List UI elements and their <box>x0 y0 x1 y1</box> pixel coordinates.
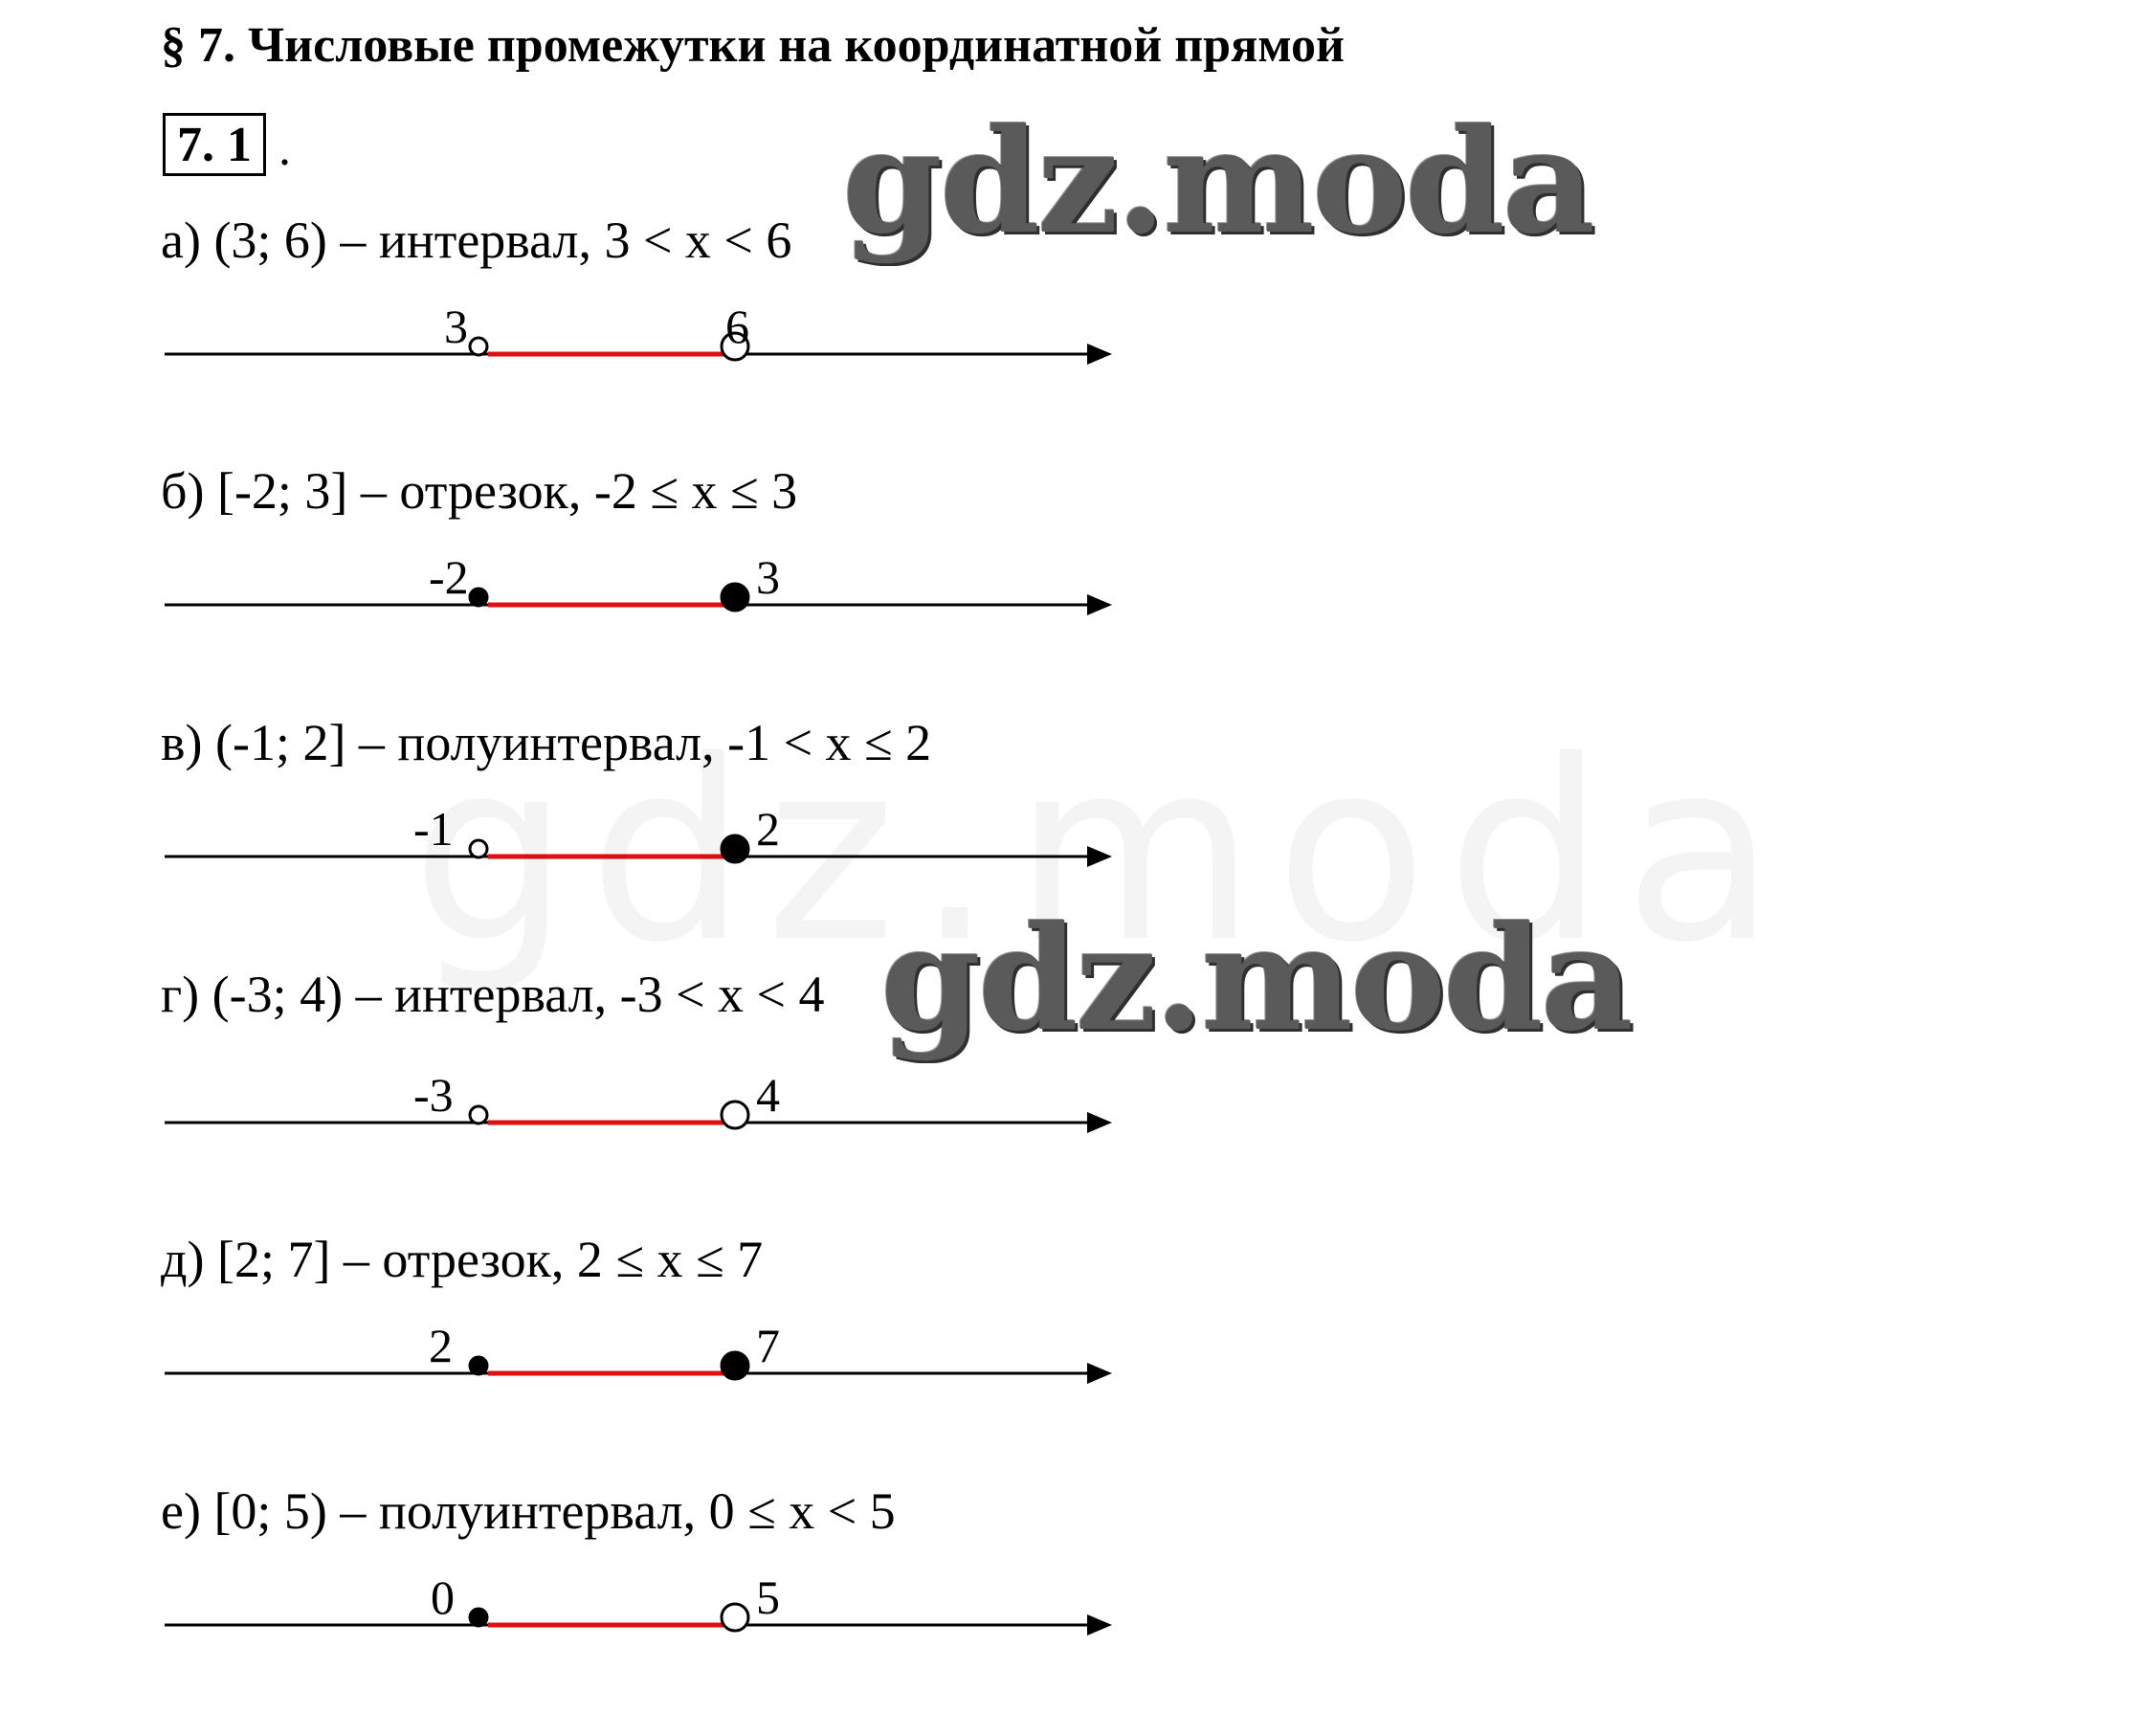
number-line-e <box>0 1316 1148 1412</box>
watermark-middle: gdz.moda <box>880 895 1632 1063</box>
item-b-text: б) [-2; 3] – отрезок, -2 ≤ x ≤ 3 <box>161 462 798 520</box>
right-endpoint <box>722 1604 748 1631</box>
item-c-text: в) (-1; 2] – полуинтервал, -1 < x ≤ 2 <box>161 714 932 771</box>
left-endpoint <box>470 589 487 606</box>
right-endpoint-label: 2 <box>756 802 780 856</box>
axis-arrow <box>1087 594 1112 615</box>
left-endpoint <box>470 1357 487 1374</box>
item-d-text: г) (-3; 4) – интервал, -3 < x < 4 <box>161 966 825 1023</box>
number-line-d <box>0 1065 1148 1161</box>
item-f-text: е) [0; 5) – полуинтервал, 0 ≤ x < 5 <box>161 1482 896 1540</box>
left-endpoint <box>470 1106 487 1124</box>
watermark-top: gdz.moda <box>842 98 1593 266</box>
section-title: § 7. Числовые промежутки на координатной прямой <box>161 18 1345 73</box>
axis-arrow <box>1087 1363 1112 1384</box>
left-endpoint-label: 0 <box>431 1570 455 1624</box>
right-endpoint <box>722 1352 748 1379</box>
right-endpoint-label: 6 <box>725 300 749 353</box>
right-endpoint-label: 3 <box>756 550 780 604</box>
right-endpoint-label: 7 <box>756 1319 780 1372</box>
axis-arrow <box>1087 344 1112 365</box>
item-e-text: д) [2; 7] – отрезок, 2 ≤ x ≤ 7 <box>161 1231 764 1288</box>
left-endpoint-label: -2 <box>429 550 469 604</box>
left-endpoint-label: 2 <box>429 1319 453 1372</box>
task-number-dot: . <box>278 122 291 176</box>
left-endpoint <box>470 338 487 355</box>
right-endpoint <box>722 1102 748 1128</box>
left-endpoint <box>470 1609 487 1626</box>
item-a-text: а) (3; 6) – интервал, 3 < x < 6 <box>161 211 792 269</box>
axis-arrow <box>1087 1112 1112 1133</box>
axis-arrow <box>1087 1614 1112 1636</box>
left-endpoint-label: -3 <box>413 1068 454 1122</box>
right-endpoint-label: 5 <box>756 1570 780 1624</box>
number-line-a <box>0 297 1148 392</box>
right-endpoint <box>722 584 748 611</box>
right-endpoint-label: 4 <box>756 1068 780 1122</box>
number-line-f <box>0 1568 1148 1663</box>
task-number-box: 7. 1 <box>163 113 266 176</box>
left-endpoint-label: -1 <box>413 802 454 856</box>
left-endpoint-label: 3 <box>444 300 468 353</box>
number-line-b <box>0 547 1148 643</box>
